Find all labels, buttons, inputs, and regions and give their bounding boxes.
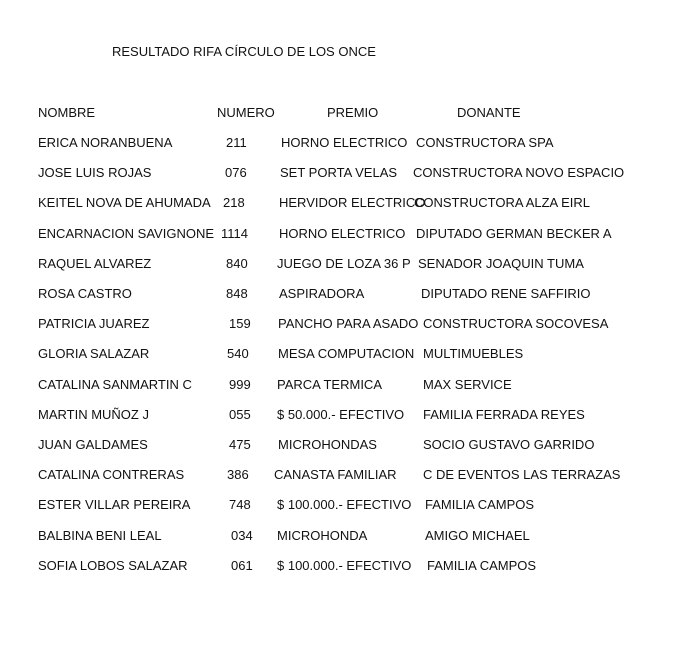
table-row bbox=[0, 165, 692, 183]
cell-number: 540 bbox=[227, 346, 249, 361]
table-row bbox=[0, 377, 692, 395]
cell-prize: JUEGO DE LOZA 36 P bbox=[277, 256, 411, 271]
cell-name: ROSA CASTRO bbox=[38, 286, 132, 301]
table-row bbox=[0, 286, 692, 304]
cell-donor: DIPUTADO RENE SAFFIRIO bbox=[421, 286, 591, 301]
cell-number: 848 bbox=[226, 286, 248, 301]
cell-prize: HERVIDOR ELECTRICO bbox=[279, 195, 426, 210]
cell-name: CATALINA SANMARTIN C bbox=[38, 377, 192, 392]
table-row bbox=[0, 195, 692, 213]
cell-prize: HORNO ELECTRICO bbox=[279, 226, 406, 241]
cell-name: JUAN GALDAMES bbox=[38, 437, 148, 452]
table-row bbox=[0, 346, 692, 364]
cell-donor: AMIGO MICHAEL bbox=[425, 528, 530, 543]
table-row bbox=[0, 135, 692, 153]
cell-name: GLORIA SALAZAR bbox=[38, 346, 150, 361]
table-row bbox=[0, 437, 692, 455]
cell-donor: CONSTRUCTORA SPA bbox=[416, 135, 554, 150]
table-row bbox=[0, 558, 692, 576]
cell-prize: ASPIRADORA bbox=[279, 286, 365, 301]
cell-donor: C DE EVENTOS LAS TERRAZAS bbox=[423, 467, 621, 482]
cell-donor: MULTIMUEBLES bbox=[423, 346, 524, 361]
cell-donor: FAMILIA CAMPOS bbox=[425, 497, 535, 512]
cell-prize: $ 100.000.- EFECTIVO bbox=[277, 497, 412, 512]
cell-prize: HORNO ELECTRICO bbox=[281, 135, 408, 150]
header-prize: PREMIO bbox=[327, 105, 379, 120]
cell-number: 159 bbox=[229, 316, 251, 331]
cell-name: ESTER VILLAR PEREIRA bbox=[38, 497, 191, 512]
cell-number: 840 bbox=[226, 256, 248, 271]
table-row bbox=[0, 497, 692, 515]
cell-number: 034 bbox=[231, 528, 253, 543]
cell-number: 999 bbox=[229, 377, 251, 392]
cell-donor: MAX SERVICE bbox=[423, 377, 512, 392]
cell-donor: CONSTRUCTORA NOVO ESPACIO bbox=[413, 165, 625, 180]
cell-number: 211 bbox=[226, 135, 247, 150]
header-donor: DONANTE bbox=[457, 105, 521, 120]
header-name: NOMBRE bbox=[38, 105, 96, 120]
header-number: NUMERO bbox=[217, 105, 275, 120]
cell-name: MARTIN MUÑOZ J bbox=[38, 407, 149, 422]
cell-name: JOSE LUIS ROJAS bbox=[38, 165, 152, 180]
cell-number: 218 bbox=[223, 195, 245, 210]
cell-number: 076 bbox=[225, 165, 247, 180]
cell-prize: MICROHONDA bbox=[277, 528, 368, 543]
cell-number: 061 bbox=[231, 558, 253, 573]
document-title: RESULTADO RIFA CÍRCULO DE LOS ONCE bbox=[112, 44, 376, 59]
cell-prize: CANASTA FAMILIAR bbox=[274, 467, 397, 482]
cell-donor: SENADOR JOAQUIN TUMA bbox=[418, 256, 584, 271]
cell-prize: PANCHO PARA ASADO bbox=[278, 316, 419, 331]
cell-prize: $ 100.000.- EFECTIVO bbox=[277, 558, 412, 573]
cell-donor: CONSTRUCTORA ALZA EIRL bbox=[414, 195, 591, 210]
table-row bbox=[0, 256, 692, 274]
cell-name: ENCARNACION SAVIGNONE bbox=[38, 226, 215, 241]
cell-number: 475 bbox=[229, 437, 251, 452]
cell-donor: CONSTRUCTORA SOCOVESA bbox=[423, 316, 609, 331]
cell-name: PATRICIA JUAREZ bbox=[38, 316, 150, 331]
cell-donor: SOCIO GUSTAVO GARRIDO bbox=[423, 437, 595, 452]
cell-prize: $ 50.000.- EFECTIVO bbox=[277, 407, 405, 422]
cell-name: KEITEL NOVA DE AHUMADA bbox=[38, 195, 211, 210]
cell-donor: FAMILIA FERRADA REYES bbox=[423, 407, 585, 422]
table-row bbox=[0, 407, 692, 425]
cell-prize: SET PORTA VELAS bbox=[280, 165, 398, 180]
cell-name: RAQUEL ALVAREZ bbox=[38, 256, 152, 271]
table-row bbox=[0, 467, 692, 485]
cell-number: 055 bbox=[229, 407, 251, 422]
table-row bbox=[0, 316, 692, 334]
cell-number: 748 bbox=[229, 497, 251, 512]
cell-number: 1114 bbox=[221, 226, 248, 241]
cell-prize: MICROHONDAS bbox=[278, 437, 377, 452]
cell-name: SOFIA LOBOS SALAZAR bbox=[38, 558, 188, 573]
cell-donor: DIPUTADO GERMAN BECKER A bbox=[416, 226, 612, 241]
cell-prize: MESA COMPUTACION bbox=[278, 346, 415, 361]
table-header bbox=[0, 105, 692, 123]
cell-prize: PARCA TERMICA bbox=[277, 377, 382, 392]
cell-name: ERICA NORANBUENA bbox=[38, 135, 173, 150]
table-row bbox=[0, 528, 692, 546]
cell-number: 386 bbox=[227, 467, 249, 482]
cell-name: BALBINA BENI LEAL bbox=[38, 528, 162, 543]
cell-name: CATALINA CONTRERAS bbox=[38, 467, 185, 482]
cell-donor: FAMILIA CAMPOS bbox=[427, 558, 537, 573]
table-row bbox=[0, 226, 692, 244]
